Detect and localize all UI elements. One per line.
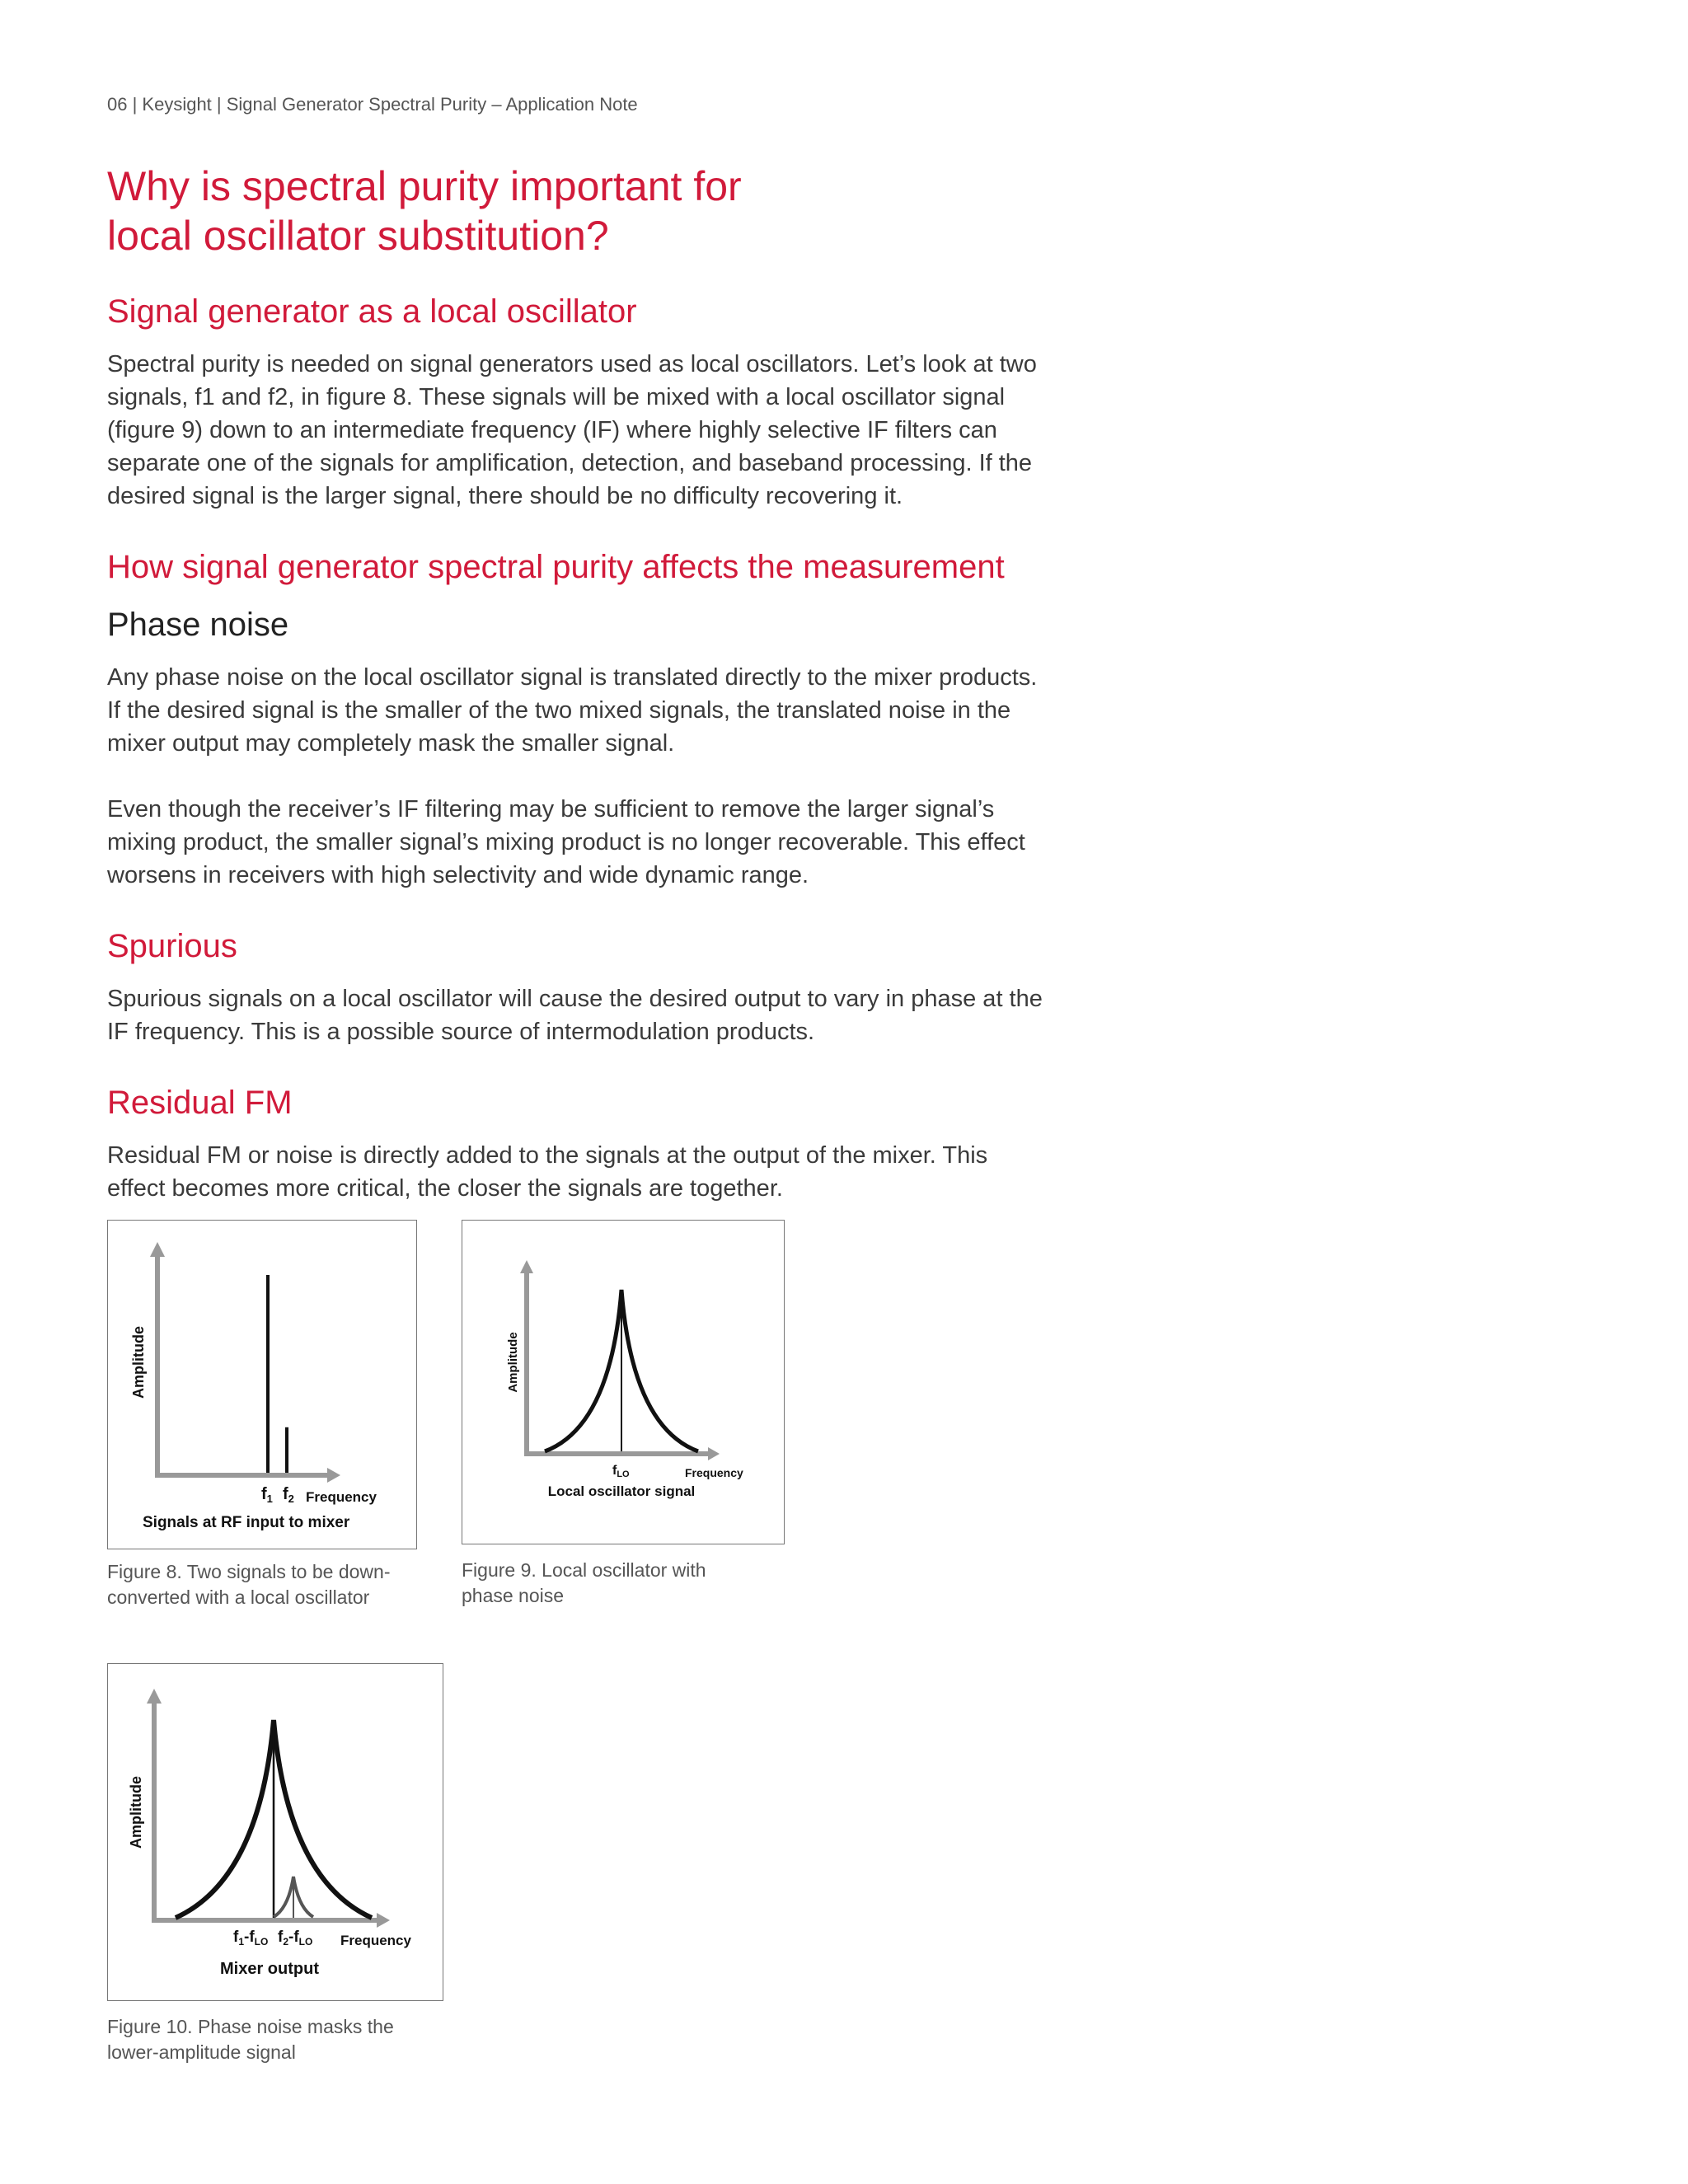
x-axis-label: Frequency	[340, 1933, 411, 1948]
paragraph-signal-generator-lo	[107, 348, 1096, 513]
f2-minus-flo-label	[278, 1929, 312, 1947]
f1-letter: f	[261, 1485, 267, 1503]
label-subscript: LO	[254, 1936, 269, 1947]
label-part: f	[278, 1929, 284, 1946]
text-line: mixer output may completely mask the smaller signal.	[107, 730, 675, 757]
text-line: mixing product, the smaller signal’s mixing product is no longer recoverable. This effect	[107, 829, 1025, 855]
flo-letter: f	[612, 1464, 617, 1478]
figure-10-caption	[107, 2014, 394, 2065]
caption-line: Figure 10. Phase noise masks the	[107, 2016, 394, 2037]
f1-minus-flo-label	[233, 1929, 268, 1947]
y-axis-label: Amplitude	[130, 1326, 147, 1399]
label-subscript: 1	[238, 1936, 245, 1947]
text-line: Any phase noise on the local oscillator signal is translated directly to the mixer products.	[107, 664, 1038, 691]
caption-line: converted with a local oscillator	[107, 1586, 370, 1608]
label-subscript: LO	[298, 1936, 313, 1947]
heading-residual-fm: Residual FM	[107, 1085, 293, 1121]
text-line: Residual FM or noise is directly added to the signals at the output of the mixer. This	[107, 1142, 988, 1169]
text-line: desired signal is the larger signal, there should be no difficulty recovering it.	[107, 483, 903, 509]
figure-subtitle: Local oscillator signal	[547, 1483, 696, 1499]
text-line: (figure 9) down to an intermediate frequency (IF) where highly selective IF filters can	[107, 417, 997, 443]
y-axis-arrow-icon	[150, 1242, 165, 1257]
figure-subtitle: Mixer output	[220, 1960, 319, 1978]
x-axis-arrow-icon	[327, 1468, 340, 1483]
caption-line: lower-amplitude signal	[107, 2041, 296, 2063]
caption-line: phase noise	[462, 1585, 565, 1606]
y-axis-arrow-icon	[520, 1260, 533, 1273]
paragraph-residual-fm	[107, 1139, 1096, 1205]
text-line: separate one of the signals for amplification, detection, and baseband processing. If the	[107, 450, 1033, 476]
heading-spectral-purity-affects: How signal generator spectral purity affects the measurement	[107, 549, 1005, 585]
x-axis-arrow-icon	[708, 1447, 720, 1460]
f1-subscript: 1	[266, 1493, 273, 1505]
heading-phase-noise: Phase noise	[107, 607, 289, 643]
text-line: Spectral purity is needed on signal generators used as local oscillators. Let’s look at two	[107, 351, 1037, 377]
y-axis-label: Amplitude	[128, 1776, 144, 1849]
text-line: Even though the receiver’s IF filtering may be sufficient to remove the larger signal’s	[107, 796, 995, 823]
f2-letter: f	[283, 1485, 288, 1503]
label-part: -f	[244, 1929, 255, 1946]
y-axis-label: Amplitude	[506, 1332, 520, 1393]
figure-9	[462, 1220, 785, 1544]
text-line: If the desired signal is the smaller of the two mixed signals, the translated noise in the	[107, 697, 1011, 724]
heading-signal-generator-lo: Signal generator as a local oscillator	[107, 293, 637, 330]
figure-8-diagram	[108, 1221, 416, 1549]
text-line: effect becomes more critical, the closer the signals are together.	[107, 1175, 783, 1202]
text-line: signals, f1 and f2, in figure 8. These signals will be mixed with a local oscillator signal	[107, 384, 1006, 410]
caption-line: Figure 9. Local oscillator with	[462, 1559, 706, 1581]
y-axis-arrow-icon	[147, 1689, 162, 1704]
figure-8	[107, 1220, 417, 1549]
paragraph-phase-noise-1	[107, 661, 1096, 760]
text-line: IF frequency. This is a possible source of intermodulation products.	[107, 1019, 815, 1045]
figure-10-diagram	[108, 1664, 443, 2000]
x-axis-label: Frequency	[306, 1489, 377, 1505]
flo-label	[612, 1464, 630, 1479]
figure-subtitle: Signals at RF input to mixer	[143, 1514, 350, 1531]
page-title-line: local oscillator substitution?	[107, 213, 609, 259]
paragraph-phase-noise-2	[107, 793, 1096, 892]
text-line: worsens in receivers with high selectivity and wide dynamic range.	[107, 862, 809, 888]
page-title-line: Why is spectral purity important for	[107, 163, 742, 209]
flo-subscript: LO	[617, 1469, 630, 1479]
figure-8-caption	[107, 1559, 390, 1610]
caption-line: Figure 8. Two signals to be down-	[107, 1561, 391, 1582]
f2-label	[283, 1485, 294, 1505]
text-line: Spurious signals on a local oscillator will cause the desired output to vary in phase at the	[107, 986, 1043, 1012]
label-part: f	[233, 1929, 239, 1946]
label-part: -f	[288, 1929, 299, 1946]
f1-label	[261, 1485, 273, 1505]
figure-9-diagram	[462, 1221, 784, 1544]
page-header: 06 | Keysight | Signal Generator Spectral Purity – Application Note	[107, 94, 638, 115]
heading-spurious: Spurious	[107, 928, 237, 964]
figure-9-caption	[462, 1558, 706, 1609]
page-title	[107, 162, 849, 260]
f2-subscript: 2	[288, 1493, 294, 1505]
paragraph-spurious	[107, 982, 1096, 1048]
x-axis-label: Frequency	[685, 1466, 743, 1479]
x-axis-arrow-icon	[377, 1913, 390, 1928]
label-subscript: 2	[283, 1936, 289, 1947]
figure-10	[107, 1663, 443, 2001]
